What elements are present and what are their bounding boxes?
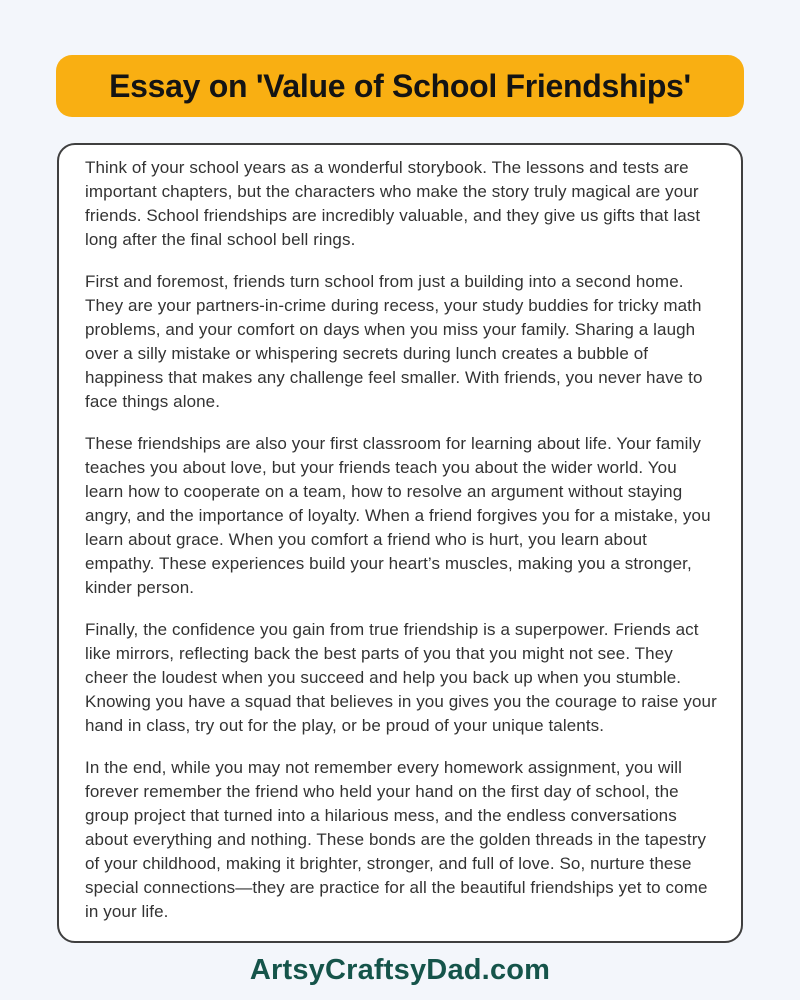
essay-box: [57, 143, 743, 943]
essay-paragraph-3: These friendships are also your first classroom for learning about life. Your family teaches you about love, but your friends teach you about the wider world. You learn how to cooperate on a team, how to resolve an argument without staying angry, and the importance of loyalty. When a friend forgives you for a mistake, you learn about grace. When you comfort a friend who is hurt, you learn about empathy. These experiences build your heart’s muscles, making you a stronger, kinder person.: [85, 434, 711, 597]
essay-paragraph-1: Think of your school years as a wonderful storybook. The lessons and tests are important chapters, but the characters who make the story truly magical are your friends. School friendships are incredibly valuable, and they give us gifts that last long after the final school bell rings.: [85, 158, 701, 249]
essay-paragraph-5: In the end, while you may not remember every homework assignment, you will forever remember the friend who held your hand on the first day of school, the group project that turned into a hilarious mess, and the endless conversations about everything and nothing. These bonds are the golden threads in the tapestry of your childhood, making it brighter, stronger, and full of love. So, nurture these special connections—they are practice for all the beautiful friendships yet to come in your life.: [85, 758, 708, 921]
title-banner: [56, 55, 744, 117]
page-title: Essay on 'Value of School Friendships': [109, 67, 691, 104]
essay-paragraph-4: Finally, the confidence you gain from true friendship is a superpower. Friends act like mirrors, reflecting back the best parts of you that you might not see. They cheer the loudest when you succeed and help you back up when you stumble. Knowing you have a squad that believes in you gives you the courage to raise your hand in class, try out for the play, or be proud of your unique talents.: [85, 620, 717, 735]
site-footer: [250, 954, 550, 987]
site-wordmark: ArtsyCraftsyDad.com: [249, 954, 551, 986]
essay-paragraph-2: First and foremost, friends turn school from just a building into a second home. They are your partners-in-crime during recess, your study buddies for tricky math problems, and your comfort on days when you miss your family. Sharing a laugh over a silly mistake or whispering secrets during lunch creates a bubble of happiness that makes any challenge feel smaller. With friends, you never have to face things alone.: [85, 272, 703, 411]
